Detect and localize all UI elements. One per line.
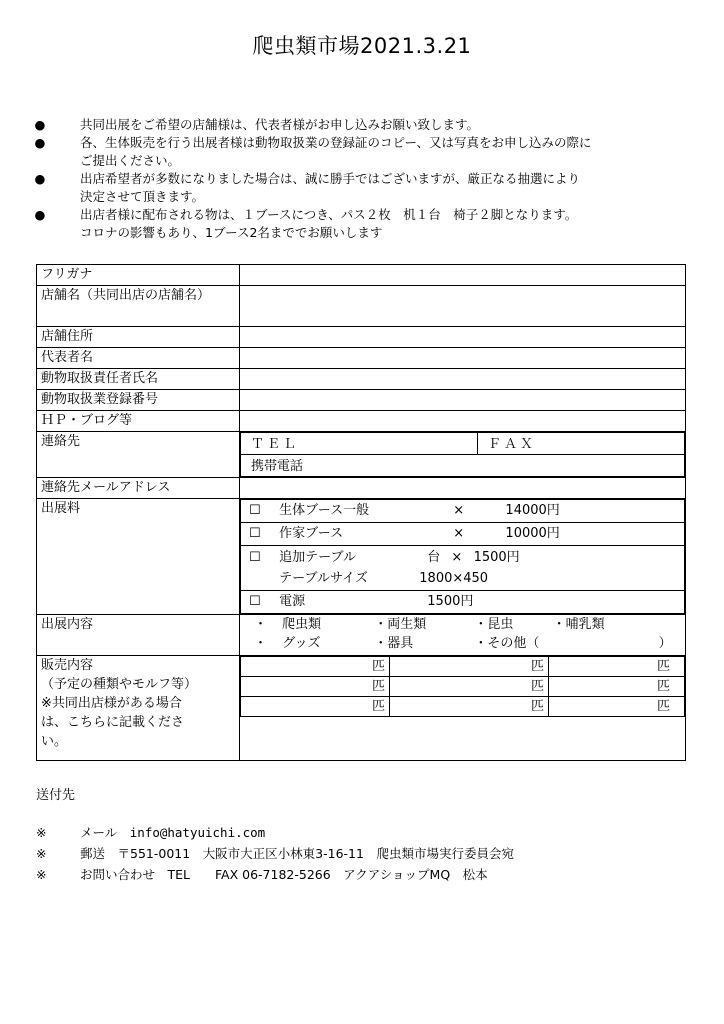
shop-name-label: 店舗名（共同出店の店舗名） xyxy=(37,286,240,327)
fee-mult: × xyxy=(453,503,465,518)
inquiry-contact: お問い合わせ TEL FAX 06-7182-5266 アクアショップMQ 松本 xyxy=(80,867,488,882)
exhibit-amphibian[interactable]: ・両生類 xyxy=(374,617,427,632)
shop-address-field[interactable] xyxy=(240,327,686,348)
table-size-label: テーブルサイズ xyxy=(279,571,368,586)
sales-unit: 匹 xyxy=(241,677,390,697)
fee-name: 生体ブース一般 xyxy=(279,503,370,518)
fee-price: 14000円 xyxy=(505,503,560,518)
sales-label-line: （予定の種類やモルフ等） xyxy=(41,677,198,692)
exhibit-row xyxy=(254,634,681,653)
fee-options xyxy=(240,499,686,615)
shop-name-field[interactable] xyxy=(240,286,686,327)
contact-info xyxy=(36,822,514,885)
notice-item xyxy=(34,116,694,134)
shop-address-label: 店舗住所 xyxy=(37,327,240,348)
sales-unit: 匹 xyxy=(241,697,390,717)
bullet-icon: ● xyxy=(34,207,46,222)
fee-name: 追加テーブル xyxy=(279,550,356,565)
fee-unit: 台 xyxy=(427,550,441,565)
reference-mark-icon: ※ xyxy=(36,867,47,882)
notice-text: 出店者様に配布される物は、１ブースにつき、パス２枚 机１台 椅子２脚となります。 xyxy=(80,207,578,222)
send-to-heading: 送付先 xyxy=(36,788,76,803)
checkbox-icon[interactable]: ☐ xyxy=(249,550,261,565)
exhibit-mammal[interactable]: ・哺乳類 xyxy=(552,617,605,632)
checkbox-icon[interactable]: ☐ xyxy=(249,594,261,609)
animal-manager-field[interactable] xyxy=(240,369,686,390)
sales-unit: 匹 xyxy=(549,697,685,717)
contact-fields xyxy=(240,432,686,478)
exhibit-dot: ・ xyxy=(254,636,268,651)
fee-price: 1500円 xyxy=(427,594,474,609)
contact-line xyxy=(36,822,514,843)
exhibit-goods[interactable]: グッズ xyxy=(282,636,321,651)
application-form xyxy=(36,264,686,761)
hp-blog-label: ＨＰ・ブログ等 xyxy=(37,411,240,432)
notice-item xyxy=(34,170,694,206)
exhibit-insect[interactable]: ・昆虫 xyxy=(474,617,514,632)
tel-field[interactable]: ＴＥＬ xyxy=(241,433,478,455)
hp-blog-field[interactable] xyxy=(240,411,686,432)
notice-text: 出店希望者が多数になりました場合は、誠に勝手ではございますが、厳正なる抽選により xyxy=(80,171,581,186)
exhibit-reptile[interactable]: 爬虫類 xyxy=(282,617,322,632)
fee-option-power[interactable] xyxy=(241,591,685,614)
notice-text: ご提出ください。 xyxy=(80,153,181,168)
fee-name: 電源 xyxy=(279,594,306,609)
email-contact[interactable]: メール info@hatyuichi.com xyxy=(80,825,266,840)
notice-text: 決定させて頂きます。 xyxy=(80,189,205,204)
fax-field[interactable]: ＦＡＸ xyxy=(478,433,685,455)
furigana-field[interactable] xyxy=(240,265,686,286)
checkbox-icon[interactable]: ☐ xyxy=(249,503,261,518)
fee-price: 1500円 xyxy=(473,550,520,565)
sales-field[interactable] xyxy=(240,656,686,761)
exhibit-dot: ・ xyxy=(254,617,268,632)
animal-reg-no-field[interactable] xyxy=(240,390,686,411)
sales-label xyxy=(37,656,240,761)
notice-text: 各、生体販売を行う出展者様は動物取扱業の登録証のコピー、又は写真をお申し込みの際に xyxy=(80,135,592,150)
bullet-icon: ● xyxy=(34,135,46,150)
sales-label-line: 販売内容 xyxy=(41,658,94,673)
mobile-field[interactable]: 携帯電話 xyxy=(241,455,685,477)
notice-item xyxy=(34,206,694,242)
exhibit-label: 出展内容 xyxy=(37,615,240,656)
notice-list xyxy=(34,116,694,242)
checkbox-icon[interactable]: ☐ xyxy=(249,526,261,541)
email-field[interactable] xyxy=(240,478,686,499)
fee-option-table[interactable] xyxy=(241,546,685,591)
representative-label: 代表者名 xyxy=(37,348,240,369)
fee-mult: × xyxy=(453,526,465,541)
representative-field[interactable] xyxy=(240,348,686,369)
fee-name: 作家ブース xyxy=(279,526,344,541)
exhibit-equipment[interactable]: ・器具 xyxy=(374,636,414,651)
animal-manager-label: 動物取扱責任者氏名 xyxy=(37,369,240,390)
exhibit-other[interactable]: ・その他（ xyxy=(474,636,540,651)
reference-mark-icon: ※ xyxy=(36,825,47,840)
contact-line xyxy=(36,864,514,885)
exhibit-row xyxy=(254,615,681,634)
fee-price: 10000円 xyxy=(505,526,560,541)
sales-unit: 匹 xyxy=(549,677,685,697)
sales-label-line: は、こちらに記載くださ xyxy=(41,715,185,730)
sales-unit: 匹 xyxy=(241,657,390,677)
bullet-icon: ● xyxy=(34,117,46,132)
fee-option-artist[interactable] xyxy=(241,523,685,546)
notice-item xyxy=(34,134,694,170)
email-label: 連絡先メールアドレス xyxy=(37,478,240,499)
bullet-icon: ● xyxy=(34,171,46,186)
fee-mult: × xyxy=(451,550,463,565)
exhibit-options[interactable] xyxy=(240,615,686,656)
animal-reg-no-label: 動物取扱業登録番号 xyxy=(37,390,240,411)
sales-label-line: い。 xyxy=(41,734,68,749)
notice-text: コロナの影響もあり、1ブース2名まででお願いします xyxy=(80,225,383,240)
document-title: 爬虫類市場2021.3.21 xyxy=(252,34,472,58)
sales-unit: 匹 xyxy=(390,677,549,697)
sales-unit: 匹 xyxy=(390,657,549,677)
postal-contact: 郵送 〒551-0011 大阪市大正区小林東3-16-11 爬虫類市場実行委員会宛 xyxy=(80,846,514,861)
contact-label: 連絡先 xyxy=(37,432,240,478)
sales-label-line: ※共同出店様がある場合 xyxy=(41,696,182,711)
sales-unit: 匹 xyxy=(549,657,685,677)
furigana-label: フリガナ xyxy=(37,265,240,286)
reference-mark-icon: ※ xyxy=(36,846,47,861)
fee-option-general[interactable] xyxy=(241,500,685,523)
fee-label: 出展料 xyxy=(37,499,240,615)
sales-unit: 匹 xyxy=(390,697,549,717)
table-size-value: 1800×450 xyxy=(419,571,489,586)
notice-text: 共同出展をご希望の店舗様は、代表者様がお申し込みお願い致します。 xyxy=(80,117,480,132)
exhibit-close-paren: ） xyxy=(658,636,672,651)
contact-line xyxy=(36,843,514,864)
